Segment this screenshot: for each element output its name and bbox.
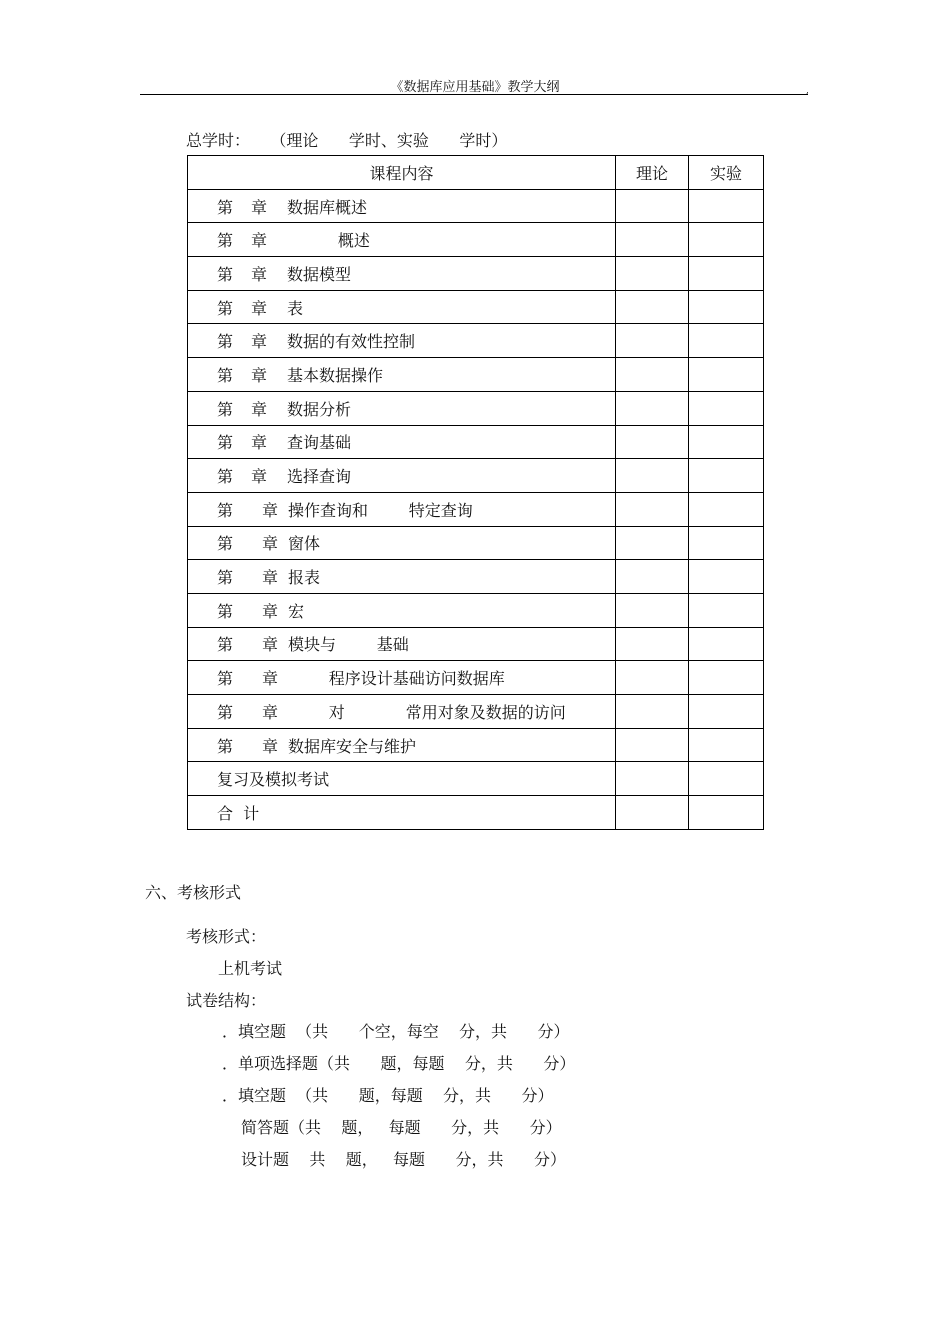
theory-cell bbox=[616, 593, 689, 627]
chapter-cell bbox=[188, 661, 616, 695]
chapter-title: 数据分析 bbox=[287, 399, 352, 419]
header-mark: , bbox=[806, 86, 809, 96]
chapter-prefix: 第 bbox=[217, 231, 234, 251]
question-type-item: 设计题 共 题， 每题 分，共 分） bbox=[241, 1150, 566, 1169]
theory-cell bbox=[616, 223, 689, 257]
table-row bbox=[188, 391, 764, 425]
chapter-suffix: 章 bbox=[262, 601, 279, 621]
theory-cell bbox=[616, 257, 689, 291]
chapter-title: 查询基础 bbox=[287, 433, 352, 453]
theory-cell bbox=[616, 492, 689, 526]
chapter-title: 概述 bbox=[287, 231, 370, 251]
chapter-cell bbox=[188, 324, 616, 358]
header-lab: 实验 bbox=[689, 156, 764, 190]
chapter-title: 操作查询和 特定查询 bbox=[288, 500, 473, 520]
chapter-prefix: 第 bbox=[217, 635, 234, 655]
chapter-prefix: 第 bbox=[217, 534, 234, 554]
chapter-cell bbox=[188, 290, 616, 324]
lab-cell bbox=[689, 627, 764, 661]
lab-cell bbox=[689, 425, 764, 459]
paper-structure-label: 试卷结构： bbox=[186, 991, 267, 1010]
chapter-cell bbox=[188, 189, 616, 223]
chapter-suffix: 章 bbox=[251, 365, 268, 385]
chapter-prefix: 第 bbox=[217, 669, 234, 689]
lab-cell bbox=[689, 695, 764, 729]
theory-cell bbox=[616, 526, 689, 560]
chapter-suffix: 章 bbox=[251, 433, 268, 453]
chapter-suffix: 章 bbox=[251, 467, 268, 487]
table-row bbox=[188, 358, 764, 392]
lab-cell bbox=[689, 324, 764, 358]
chapter-cell bbox=[188, 526, 616, 560]
theory-cell bbox=[616, 627, 689, 661]
chapter-cell bbox=[188, 492, 616, 526]
lab-cell bbox=[689, 661, 764, 695]
chapter-cell bbox=[188, 728, 616, 762]
table-row bbox=[188, 695, 764, 729]
theory-cell bbox=[616, 661, 689, 695]
total-hours-line: 总学时： （理论 学时、实验 学时） bbox=[186, 131, 508, 150]
chapter-suffix: 章 bbox=[262, 669, 279, 689]
theory-cell bbox=[616, 358, 689, 392]
lab-cell bbox=[689, 560, 764, 594]
chapter-title: 数据库概述 bbox=[287, 197, 368, 217]
chapter-title: 报表 bbox=[288, 568, 321, 588]
table-row bbox=[188, 593, 764, 627]
question-type-item: 简答题（共 题， 每题 分，共 分） bbox=[241, 1118, 562, 1137]
header-theory: 理论 bbox=[616, 156, 689, 190]
chapter-suffix: 章 bbox=[251, 399, 268, 419]
chapter-prefix: 第 bbox=[217, 399, 234, 419]
chapter-prefix: 第 bbox=[217, 736, 234, 756]
table-row bbox=[188, 425, 764, 459]
question-type-item: ．单项选择题（共 题，每题 分，共 分） bbox=[222, 1054, 576, 1073]
table-row bbox=[188, 189, 764, 223]
table-row bbox=[188, 223, 764, 257]
chapter-suffix: 章 bbox=[251, 332, 268, 352]
lab-cell bbox=[689, 593, 764, 627]
theory-cell bbox=[616, 695, 689, 729]
chapter-prefix: 第 bbox=[217, 433, 234, 453]
chapter-cell bbox=[188, 391, 616, 425]
theory-cell bbox=[616, 728, 689, 762]
course-hours-table bbox=[187, 155, 764, 830]
exam-form-label: 考核形式： bbox=[186, 927, 267, 946]
lab-cell bbox=[689, 257, 764, 291]
chapter-suffix: 章 bbox=[262, 534, 279, 554]
lab-cell bbox=[689, 796, 764, 830]
chapter-title: 数据库安全与维护 bbox=[288, 736, 417, 756]
chapter-title: 程序设计基础访问数据库 bbox=[288, 669, 505, 689]
theory-cell bbox=[616, 425, 689, 459]
table-row bbox=[188, 661, 764, 695]
chapter-cell bbox=[188, 257, 616, 291]
chapter-suffix: 章 bbox=[262, 736, 279, 756]
table-row bbox=[188, 627, 764, 661]
table-header-row bbox=[188, 156, 764, 190]
theory-cell bbox=[616, 560, 689, 594]
theory-cell bbox=[616, 189, 689, 223]
chapter-title: 模块与 基础 bbox=[288, 635, 409, 655]
lab-cell bbox=[689, 459, 764, 493]
chapter-prefix: 第 bbox=[217, 365, 234, 385]
chapter-suffix: 章 bbox=[251, 197, 268, 217]
chapter-prefix: 第 bbox=[217, 702, 234, 722]
lab-cell bbox=[689, 526, 764, 560]
table-row bbox=[188, 257, 764, 291]
chapter-suffix: 章 bbox=[262, 500, 279, 520]
table-row bbox=[188, 290, 764, 324]
chapter-prefix: 第 bbox=[217, 568, 234, 588]
chapter-suffix: 章 bbox=[251, 231, 268, 251]
theory-cell bbox=[616, 324, 689, 358]
chapter-title: 窗体 bbox=[288, 534, 321, 554]
chapter-cell bbox=[188, 560, 616, 594]
theory-cell bbox=[616, 459, 689, 493]
table-row bbox=[188, 762, 764, 796]
chapter-prefix: 第 bbox=[217, 264, 234, 284]
lab-cell bbox=[689, 492, 764, 526]
table-row bbox=[188, 492, 764, 526]
document-header-title: 《数据库应用基础》教学大纲 bbox=[390, 80, 560, 95]
table-row bbox=[188, 526, 764, 560]
total-cell: 合 计 bbox=[188, 796, 616, 830]
chapter-title: 数据的有效性控制 bbox=[287, 332, 416, 352]
theory-cell bbox=[616, 290, 689, 324]
chapter-title: 选择查询 bbox=[287, 467, 352, 487]
lab-cell bbox=[689, 358, 764, 392]
theory-cell bbox=[616, 796, 689, 830]
chapter-suffix: 章 bbox=[262, 568, 279, 588]
theory-cell bbox=[616, 391, 689, 425]
table-row bbox=[188, 324, 764, 358]
chapter-rows bbox=[188, 189, 764, 829]
chapter-prefix: 第 bbox=[217, 298, 234, 318]
chapter-suffix: 章 bbox=[251, 264, 268, 284]
question-type-item: ．填空题 （共 个空，每空 分，共 分） bbox=[222, 1022, 570, 1041]
lab-cell bbox=[689, 762, 764, 796]
chapter-cell bbox=[188, 223, 616, 257]
lab-cell bbox=[689, 290, 764, 324]
theory-cell bbox=[616, 762, 689, 796]
chapter-title: 表 bbox=[287, 298, 304, 318]
chapter-cell bbox=[188, 358, 616, 392]
header-course-content: 课程内容 bbox=[188, 156, 616, 190]
review-cell: 复习及模拟考试 bbox=[188, 762, 616, 796]
chapter-suffix: 章 bbox=[262, 635, 279, 655]
table-row bbox=[188, 728, 764, 762]
chapter-prefix: 第 bbox=[217, 601, 234, 621]
lab-cell bbox=[689, 728, 764, 762]
chapter-title: 基本数据操作 bbox=[287, 365, 384, 385]
chapter-suffix: 章 bbox=[262, 702, 279, 722]
chapter-prefix: 第 bbox=[217, 467, 234, 487]
chapter-cell bbox=[188, 695, 616, 729]
section-heading-assessment: 六、考核形式 bbox=[145, 883, 242, 902]
header-rule bbox=[140, 94, 808, 95]
table-row bbox=[188, 796, 764, 830]
chapter-title: 对 常用对象及数据的访问 bbox=[288, 702, 566, 722]
lab-cell bbox=[689, 391, 764, 425]
table-row bbox=[188, 560, 764, 594]
chapter-prefix: 第 bbox=[217, 332, 234, 352]
chapter-suffix: 章 bbox=[251, 298, 268, 318]
lab-cell bbox=[689, 223, 764, 257]
table-row bbox=[188, 459, 764, 493]
chapter-cell bbox=[188, 459, 616, 493]
chapter-prefix: 第 bbox=[217, 197, 234, 217]
chapter-cell bbox=[188, 593, 616, 627]
chapter-title: 数据模型 bbox=[287, 264, 352, 284]
exam-method-text: 上机考试 bbox=[218, 959, 283, 978]
lab-cell bbox=[689, 189, 764, 223]
chapter-title: 宏 bbox=[288, 601, 305, 621]
chapter-cell bbox=[188, 425, 616, 459]
question-type-item: ．填空题 （共 题，每题 分，共 分） bbox=[222, 1086, 554, 1105]
chapter-cell bbox=[188, 627, 616, 661]
chapter-prefix: 第 bbox=[217, 500, 234, 520]
